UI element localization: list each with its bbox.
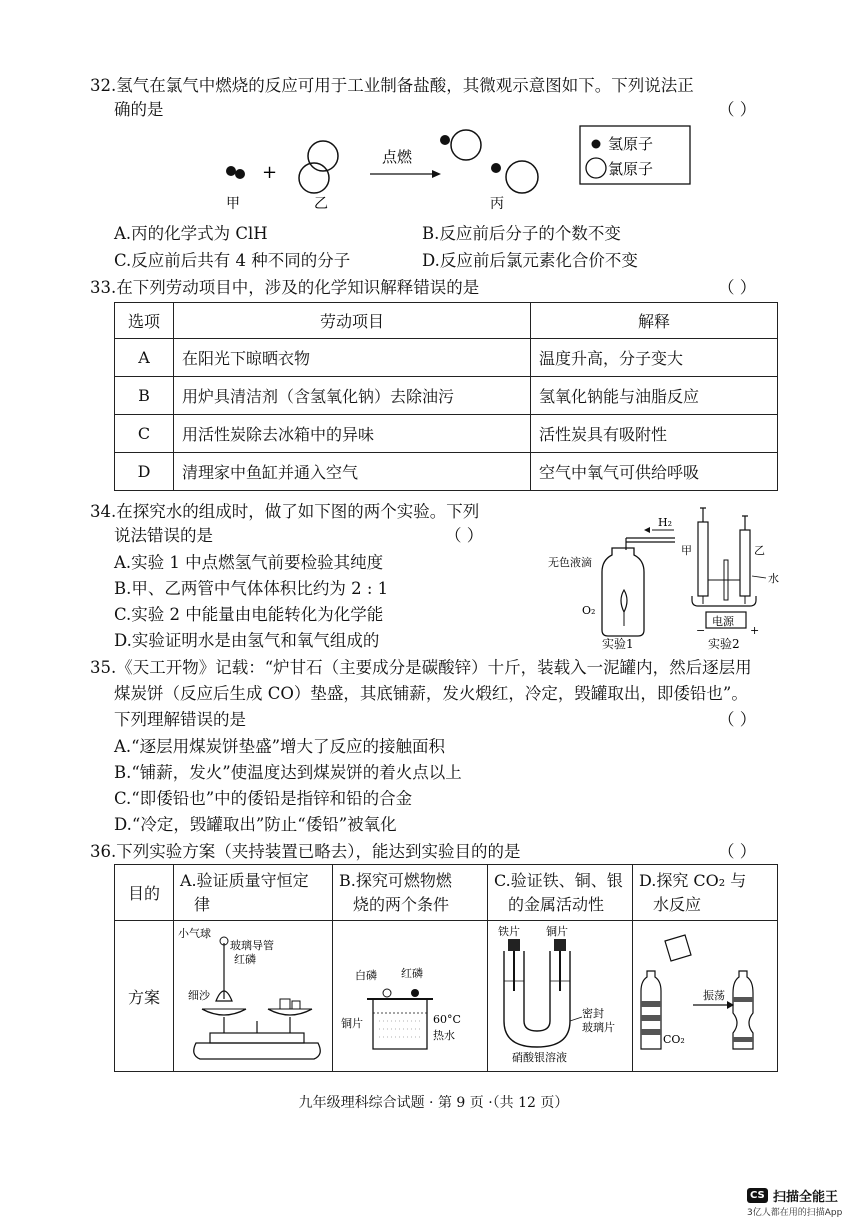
q36-plan-row: [115, 921, 778, 1072]
svg-text:60°C: 60°C: [433, 1013, 461, 1026]
q33-cell-option: C: [115, 415, 174, 453]
q33-header-option: 选项: [115, 303, 174, 339]
q36-row-head-plan: 方案: [115, 921, 174, 1072]
q36-cell-c: C.验证铁、铜、银 的金属活动性: [488, 865, 633, 921]
q33-table: [114, 302, 778, 491]
q36-fig-balance: [174, 921, 332, 1067]
q36-table: [114, 864, 778, 1072]
svg-text:玻璃导管: 玻璃导管: [230, 939, 274, 952]
q33-cell-task: 用活性炭除去冰箱中的异味: [174, 415, 531, 453]
q32-arrow-label: 点燃: [382, 148, 413, 166]
svg-text:铜片: 铜片: [341, 1017, 363, 1030]
q34-option-a: A.实验 1 中点燃氢气前要检验其纯度: [114, 553, 384, 572]
q36-fig-bottles: [633, 921, 763, 1067]
q33-cell-option: A: [115, 339, 174, 377]
q34-fig-h2: H₂: [658, 516, 673, 529]
table-row: [115, 377, 778, 415]
q33-header-task: 劳动项目: [174, 303, 531, 339]
q35-option-a: A.“逐层用煤炭饼垫盛”增大了反应的接触面积: [114, 737, 446, 756]
q34-fig-water: 水: [768, 572, 779, 585]
q33-cell-task: 清理家中鱼缸并通入空气: [174, 453, 531, 491]
q32-stem-line2: 确的是: [114, 100, 164, 119]
q34-option-b: B.甲、乙两管中气体体积比约为 2 : 1: [114, 579, 389, 598]
svg-text:CO₂: CO₂: [663, 1033, 685, 1046]
q35-stem-line3: 下列理解错误的是: [114, 710, 246, 729]
scanner-watermark: [747, 1185, 838, 1205]
q32-option-c: C.反应前后共有 4 种不同的分子: [114, 251, 351, 270]
svg-text:铁片: 铁片: [498, 925, 520, 938]
q36-plan-c: [488, 921, 633, 1072]
q34-fig-o2: O₂: [582, 604, 596, 617]
q34-fig-jia: 甲: [681, 544, 692, 557]
table-row: [115, 339, 778, 377]
svg-text:白磷: 白磷: [355, 969, 377, 982]
q36-cell-a: A.验证质量守恒定 律: [174, 865, 333, 921]
q36-cell-b: B.探究可燃物燃 烧的两个条件: [333, 865, 488, 921]
svg-text:硝酸银溶液: 硝酸银溶液: [512, 1051, 567, 1064]
q34-fig-exp2: 实验2: [708, 637, 740, 650]
q34-stem-line1: 34.在探究水的组成时，做了如下图的两个实验。下列: [90, 502, 480, 521]
q32-option-a: A.丙的化学式为 ClH: [114, 224, 268, 243]
q32-label-bing: 丙: [490, 196, 504, 212]
svg-text:热水: 热水: [433, 1029, 455, 1042]
q33-cell-explain: 活性炭具有吸附性: [531, 415, 778, 453]
q33-cell-explain: 温度升高，分子变大: [531, 339, 778, 377]
q32-option-b: B.反应前后分子的个数不变: [422, 224, 621, 243]
q36-plan-a: [174, 921, 333, 1072]
q32-label-yi: 乙: [314, 196, 328, 212]
svg-text:铜片: 铜片: [546, 925, 568, 938]
q32-legend-h: 氢原子: [608, 135, 654, 153]
q36-fig-combustion: [333, 921, 483, 1067]
q35-stem-line1: 35.《天工开物》记载：“炉甘石（主要成分是碳酸锌）十斤，装载入一泥罐内，然后逐层用: [90, 658, 752, 677]
q34-answer-paren: （ ）: [445, 526, 484, 545]
q34-option-d: D.实验证明水是由氢气和氧气组成的: [114, 631, 380, 650]
q36-purpose-row: [115, 865, 778, 921]
q32-option-d: D.反应前后氯元素化合价不变: [422, 251, 638, 270]
q36-plan-d: [633, 921, 778, 1072]
q32-stem-line1: 32.氢气在氯气中燃烧的反应可用于工业制备盐酸，其微观示意图如下。下列说法正: [90, 76, 694, 95]
q34-experiment-figure: [540, 500, 800, 650]
q33-header-row: [115, 303, 778, 339]
q34-fig-exp1: 实验1: [602, 637, 634, 650]
q34-fig-minus: −: [696, 624, 706, 637]
svg-text:细沙: 细沙: [188, 989, 210, 1002]
q33-cell-explain: 氢氧化钠能与油脂反应: [531, 377, 778, 415]
q32-label-jia: 甲: [226, 196, 240, 212]
q35-option-d: D.“冷定，毁罐取出”防止“倭铅”被氧化: [114, 815, 397, 834]
q32-answer-paren: （ ）: [718, 100, 757, 119]
svg-text:密封: 密封: [582, 1007, 604, 1020]
q36-plan-b: [333, 921, 488, 1072]
q36-row-head-purpose: 目的: [115, 865, 174, 921]
scanner-tagline: 3亿人都在用的扫描App: [747, 1208, 843, 1218]
q33-cell-task: 用炉具清洁剂（含氢氧化钠）去除油污: [174, 377, 531, 415]
svg-text:红磷: 红磷: [234, 953, 256, 966]
q34-stem-line2: 说法错误的是: [114, 526, 213, 545]
q34-option-c: C.实验 2 中能量由电能转化为化学能: [114, 605, 384, 624]
q35-stem-line2: 煤炭饼（反应后生成 CO）垫盛，其底铺薪，发火煅红，冷定，毁罐取出，即倭铅也”。: [114, 684, 748, 703]
q36-stem: 36.下列实验方案（夹持装置已略去），能达到实验目的的是: [90, 842, 521, 861]
q33-answer-paren: （ ）: [718, 278, 757, 297]
q36-cell-d: D.探究 CO₂ 与 水反应: [633, 865, 778, 921]
page-footer: 九年级理科综合试题 · 第 9 页 ·（共 12 页）: [298, 1095, 569, 1111]
q34-fig-power: 电源: [712, 615, 734, 628]
q32-legend-cl: 氯原子: [608, 160, 654, 178]
svg-text:红磷: 红磷: [401, 967, 423, 980]
q32-reaction-diagram: [210, 118, 810, 218]
q33-header-explain: 解释: [531, 303, 778, 339]
q35-option-b: B.“铺薪，发火”使温度达到煤炭饼的着火点以上: [114, 763, 462, 782]
table-row: [115, 415, 778, 453]
svg-text:小气球: 小气球: [178, 927, 211, 940]
q35-answer-paren: （ ）: [718, 710, 757, 729]
scanner-app-name: 扫描全能王: [772, 1190, 838, 1205]
q33-stem: 33.在下列劳动项目中，涉及的化学知识解释错误的是: [90, 278, 480, 297]
q34-fig-liquid: 无色液滴: [548, 556, 592, 569]
q33-cell-option: D: [115, 453, 174, 491]
svg-text:振荡: 振荡: [703, 989, 725, 1002]
q32-plus-sign: +: [262, 162, 278, 183]
q33-cell-explain: 空气中氧气可供给呼吸: [531, 453, 778, 491]
q35-option-c: C.“即倭铅也”中的倭铅是指锌和铅的合金: [114, 789, 413, 808]
svg-text:玻璃片: 玻璃片: [582, 1021, 615, 1034]
q36-answer-paren: （ ）: [718, 842, 757, 861]
scanner-logo-badge: CS: [747, 1188, 768, 1203]
q34-fig-yi: 乙: [754, 544, 765, 557]
table-row: [115, 453, 778, 491]
q34-fig-plus: +: [750, 624, 760, 637]
q33-cell-task: 在阳光下晾晒衣物: [174, 339, 531, 377]
q36-fig-utube: [488, 921, 628, 1067]
q33-cell-option: B: [115, 377, 174, 415]
